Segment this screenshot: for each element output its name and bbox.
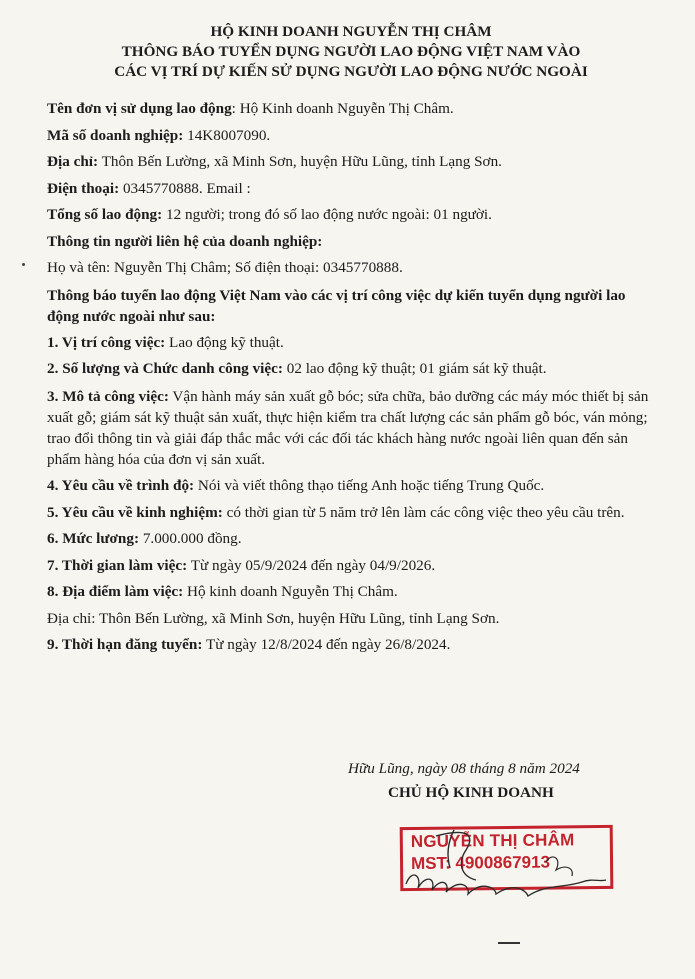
staff-count bbox=[47, 202, 655, 229]
employer-name-label: Tên đơn vị sử dụng lao động bbox=[47, 100, 232, 117]
heading-line-2: THÔNG BÁO TUYỂN DỤNG NGƯỜI LAO ĐỘNG VIỆT NAM VÀO bbox=[121, 43, 581, 60]
work-address bbox=[47, 606, 655, 633]
item-7-label: 7. Thời gian làm việc: bbox=[47, 556, 188, 574]
item-7-value: Từ ngày 05/9/2024 đến ngày 04/9/2026. bbox=[187, 556, 436, 574]
item-1-value: Lao động kỹ thuật. bbox=[165, 333, 284, 351]
item-5 bbox=[47, 502, 655, 523]
work-address-value: Thôn Bến Lường, xã Minh Sơn, huyện Hữu Lũng, tỉnh Lạng Sơn. bbox=[95, 609, 500, 627]
work-address-label: Địa chỉ: bbox=[47, 609, 96, 627]
page-mark bbox=[498, 942, 520, 944]
staff-count-value: 12 người; trong đó số lao động nước ngoài: 01 người. bbox=[162, 206, 492, 223]
employer-address bbox=[47, 149, 655, 176]
employer-phone-value: 0345770888. Email : bbox=[119, 179, 251, 197]
tax-code bbox=[47, 123, 655, 150]
intro-paragraph: Thông báo tuyển lao động Việt Nam vào các vị trí công việc dự kiến tuyển dụng người lao động nước ngoài như sau: bbox=[47, 286, 626, 325]
item-2-value: 02 lao động kỹ thuật; 01 giám sát kỹ thuật. bbox=[282, 360, 547, 377]
handwritten-signature bbox=[396, 824, 616, 904]
item-9 bbox=[47, 632, 655, 659]
tax-code-value: 14K8007090. bbox=[183, 126, 271, 144]
item-9-label: 9. Thời hạn đăng tuyển: bbox=[47, 636, 203, 653]
item-9-value: Từ ngày 12/8/2024 đến ngày 26/8/2024. bbox=[202, 636, 451, 653]
employer-address-value: Thôn Bến Lường, xã Minh Sơn, huyện Hữu Lũng, tỉnh Lạng Sơn. bbox=[98, 153, 502, 170]
item-5-value: có thời gian từ 5 năm trở lên làm các công việc theo yêu cầu trên. bbox=[222, 504, 625, 521]
stamp-name: NGUYỄN THỊ CHÂM bbox=[410, 830, 575, 852]
item-1-label: 1. Vị trí công việc: bbox=[47, 333, 166, 351]
stamp-tax-code: MST: 4900867913 bbox=[410, 852, 551, 873]
employer-name-value: : Hộ Kinh doanh Nguyễn Thị Châm. bbox=[231, 100, 454, 117]
item-8-value: Hộ kinh doanh Nguyễn Thị Châm. bbox=[183, 583, 398, 600]
item-3-value: Vận hành máy sản xuất gỗ bóc; sửa chữa, bảo dưỡng các máy móc thiết bị sản xuất gỗ; giám sát kỹ thuật sản xuất, thực hiện kiểm tra chất lượng các sản phẩm gỗ bóc, ván mỏng; trao đổi thông tin và giải đáp thắc mắc với các đối tác khách hàng nước ngoài liên quan đến sản phẩm hàng hóa của đơn vị sản xuất. bbox=[47, 387, 649, 468]
contact-section-title: Thông tin người liên hệ của doanh nghiệp: bbox=[47, 232, 323, 250]
item-1 bbox=[47, 330, 655, 357]
item-3 bbox=[47, 386, 655, 470]
item-4-value: Nói và viết thông thạo tiếng Anh hoặc tiếng Trung Quốc. bbox=[194, 476, 545, 494]
item-6 bbox=[47, 526, 655, 553]
item-4 bbox=[47, 473, 655, 500]
document-body bbox=[47, 96, 655, 659]
item-6-label: 6. Mức lương: bbox=[47, 530, 140, 547]
date-line: Hữu Lũng, ngày 08 tháng 8 năm 2024 bbox=[348, 760, 580, 777]
staff-count-label: Tổng số lao động: bbox=[47, 206, 163, 223]
heading-line-3: CÁC VỊ TRÍ DỰ KIẾN SỬ DỤNG NGƯỜI LAO ĐỘNG NƯỚC NGOÀI bbox=[114, 63, 588, 80]
item-8 bbox=[47, 579, 655, 606]
item-2-label: 2. Số lượng và Chức danh công việc: bbox=[47, 360, 283, 377]
contact-info: Họ và tên: Nguyễn Thị Châm; Số điện thoại: 0345770888. bbox=[47, 259, 403, 276]
employer-address-label: Địa chỉ: bbox=[47, 153, 99, 170]
employer-phone-label: Điện thoại: bbox=[47, 179, 120, 197]
employer-name bbox=[47, 96, 655, 123]
item-3-label: 3. Mô tả công việc: bbox=[47, 387, 169, 405]
item-7 bbox=[47, 553, 655, 580]
item-5-label: 5. Yêu cầu về kinh nghiệm: bbox=[47, 504, 223, 521]
item-6-value: 7.000.000 đồng. bbox=[139, 530, 242, 547]
heading-line-1: HỘ KINH DOANH NGUYỄN THỊ CHÂM bbox=[210, 23, 492, 40]
document-heading bbox=[47, 22, 655, 82]
signer-role: CHỦ HỘ KINH DOANH bbox=[388, 784, 554, 801]
scan-speck bbox=[22, 263, 25, 266]
item-2 bbox=[47, 356, 655, 383]
employer-phone bbox=[47, 176, 655, 203]
item-8-label: 8. Địa điểm làm việc: bbox=[47, 583, 184, 600]
item-4-label: 4. Yêu cầu về trình độ: bbox=[47, 476, 195, 494]
tax-code-label: Mã số doanh nghiệp: bbox=[47, 126, 184, 144]
